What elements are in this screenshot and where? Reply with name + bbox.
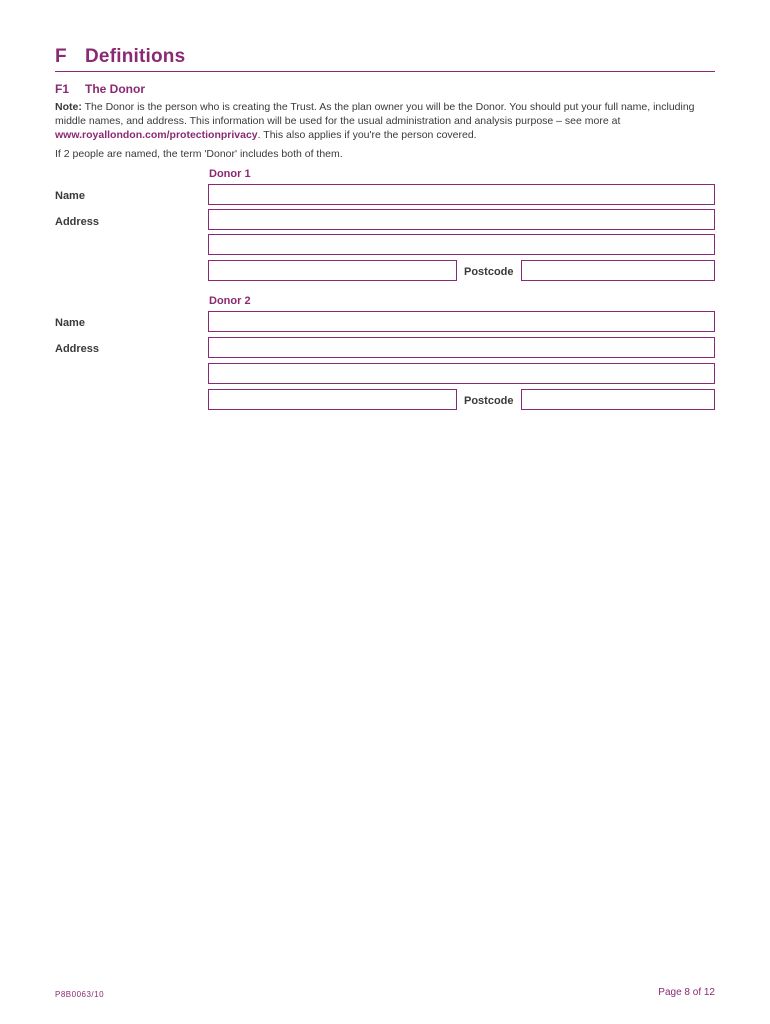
donor-1-address-line1[interactable]	[208, 209, 715, 230]
donor-2-postcode-field[interactable]	[521, 389, 715, 410]
donor-2-address-line3[interactable]	[208, 389, 457, 410]
donor-2-postcode-label: Postcode	[464, 395, 514, 407]
donor-2-heading: Donor 2	[209, 295, 251, 307]
donor-1-address-label: Address	[55, 216, 100, 228]
donor-note	[55, 100, 717, 142]
donor-1-address-line3[interactable]	[208, 260, 457, 281]
donor-1-name-field[interactable]	[208, 184, 715, 205]
donor-2-address-line2[interactable]	[208, 363, 715, 384]
donor-1-address-line2[interactable]	[208, 234, 715, 255]
section-title-text: Definitions	[85, 46, 186, 67]
donor-1-postcode-label: Postcode	[464, 266, 514, 278]
section-divider	[55, 71, 715, 72]
donor-1-name-label: Name	[55, 190, 85, 202]
page-number: Page 8 of 12	[658, 987, 715, 998]
section-title	[55, 46, 185, 68]
note-text: The Donor is the person who is creating the Trust. As the plan owner you will be the Donor. You should put your full name, including middle names, and address. This information will be used for the usual administration and analysis purpose – see more at	[55, 101, 695, 127]
donor-1-postcode-field[interactable]	[521, 260, 715, 281]
donor-2-address-line1[interactable]	[208, 337, 715, 358]
privacy-link[interactable]: www.royallondon.com/protectionprivacy	[55, 129, 258, 141]
note-label: Note:	[55, 101, 82, 113]
subsection-title-text: The Donor	[85, 82, 145, 96]
donor-2-name-label: Name	[55, 317, 85, 329]
subsection-number: F1	[55, 82, 70, 96]
note-text-end: . This also applies if you're the person covered.	[257, 129, 477, 141]
donor-2-name-field[interactable]	[208, 311, 715, 332]
section-letter: F	[55, 46, 67, 67]
donor-note-two-people: If 2 people are named, the term 'Donor' includes both of them.	[55, 148, 343, 160]
donor-1-heading: Donor 1	[209, 168, 251, 180]
donor-2-address-label: Address	[55, 343, 100, 355]
form-code: P8B0063/10	[55, 990, 105, 999]
subsection-title	[55, 82, 145, 96]
